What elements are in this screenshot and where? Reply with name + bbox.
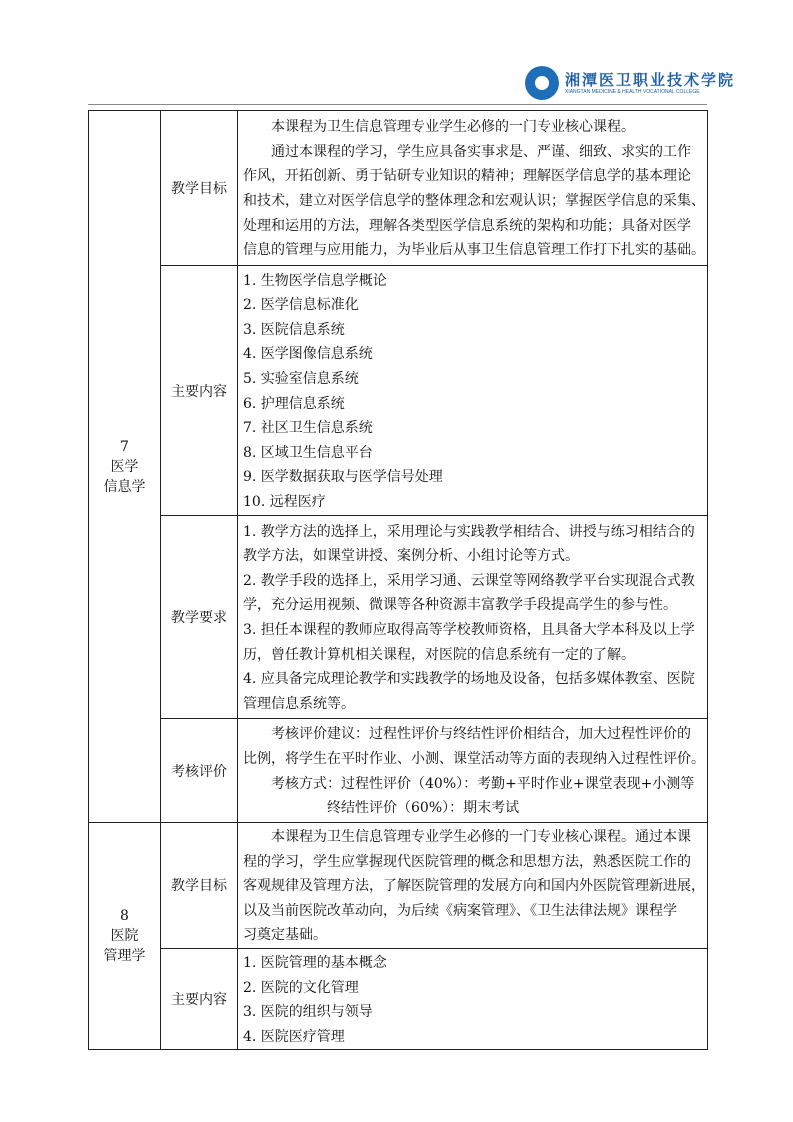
section-content xyxy=(238,719,708,823)
course-row xyxy=(89,948,708,1049)
course-name: 医院 xyxy=(110,928,139,945)
content-line: 教学方法，如课堂讲授、案例分析、小组讨论等方式。 xyxy=(243,548,579,565)
course-row xyxy=(89,516,708,719)
content-line: 通过本课程的学习，学生应具备实事求是、严谨、细致、求实的工作 xyxy=(271,143,691,160)
content-line: 6. 护理信息系统 xyxy=(243,395,345,412)
section-content xyxy=(238,266,708,516)
content-line: 7. 社区卫生信息系统 xyxy=(243,420,373,437)
course-name-cell xyxy=(89,111,161,823)
content-line: 10. 远程医疗 xyxy=(243,493,326,510)
content-line: 考核评价建议：过程性评价与终结性评价相结合，加大过程性评价的 xyxy=(271,726,691,743)
logo-chinese-name: 湘潭医卫职业技术学院 xyxy=(565,70,736,89)
content-line: 2. 医学信息标准化 xyxy=(243,297,359,314)
content-line: 程的学习，学生应掌握现代医院管理的概念和思想方法，熟悉医院工作的 xyxy=(243,853,691,870)
content-line: 学，充分运用视频、微课等各种资源丰富教学手段提高学生的参与性。 xyxy=(243,597,677,614)
section-label: 主要内容 xyxy=(161,266,238,516)
course-name: 管理学 xyxy=(103,948,146,965)
content-line: 2. 教学手段的选择上，采用学习通、云课堂等网络教学平台实现混合式教 xyxy=(243,572,695,589)
content-line: 1. 教学方法的选择上，采用理论与实践教学相结合、讲授与练习相结合的 xyxy=(243,523,695,540)
content-line: 3. 担任本课程的教师应取得高等学校教师资格，且具备大学本科及以上学 xyxy=(243,622,695,638)
content-line: 比例，将学生在平时作业、小测、课堂活动等方面的表现纳入过程性评价。 xyxy=(243,750,705,767)
section-label: 教学目标 xyxy=(161,823,238,949)
content-line: 4. 应具备完成理论教学和实践教学的场地及设备，包括多媒体教室、医院 xyxy=(243,671,695,688)
section-content xyxy=(238,823,708,949)
content-line: 1. 医院管理的基本概念 xyxy=(243,954,387,971)
course-number: 8 xyxy=(120,908,129,925)
section-content xyxy=(238,516,708,719)
course-row xyxy=(89,266,708,516)
content-line: 历，曾任教计算机相关课程，对医院的信息系统有一定的了解。 xyxy=(243,646,635,663)
course-name-cell xyxy=(89,823,161,1050)
content-line: 处理和运用的方法，理解各类型医学信息系统的架构和功能；具备对医学 xyxy=(243,217,691,234)
content-line: 管理信息系统等。 xyxy=(243,695,355,712)
content-line: 本课程为卫生信息管理专业学生必修的一门专业核心课程。 xyxy=(271,119,635,136)
content-line: 本课程为卫生信息管理专业学生必修的一门专业核心课程。通过本课 xyxy=(271,829,691,845)
content-line: 以及当前医院改革动向，为后续《病案管理》、《卫生法律法规》课程学 xyxy=(243,902,677,919)
course-row xyxy=(89,719,708,823)
course-number: 7 xyxy=(120,438,129,455)
content-line: 9. 医学数据获取与医学信号处理 xyxy=(243,469,443,486)
section-content xyxy=(238,111,708,266)
content-line: 信息的管理与应用能力，为毕业后从事卫生信息管理工作打下扎实的基础。 xyxy=(243,242,705,259)
section-label: 考核评价 xyxy=(161,719,238,823)
course-row xyxy=(89,111,708,266)
logo-english-name: XIANGTAN MEDICINE & HEALTH VOCATIONAL COLLEGE xyxy=(565,88,700,95)
content-line: 3. 医院信息系统 xyxy=(243,321,345,338)
course-name: 信息学 xyxy=(103,478,146,495)
content-line: 2. 医院的文化管理 xyxy=(243,979,359,996)
content-line: 3. 医院的组织与领导 xyxy=(243,1004,373,1021)
header-divider xyxy=(88,104,707,105)
content-line: 4. 医学图像信息系统 xyxy=(243,346,373,363)
content-line: 1. 生物医学信息学概论 xyxy=(243,272,387,289)
section-label: 教学要求 xyxy=(161,516,238,719)
content-line: 作风，开拓创新、勇于钻研专业知识的精神；理解医学信息学的基本理论 xyxy=(243,168,691,185)
content-line: 和技术，建立对医学信息学的整体理念和宏观认识；掌握医学信息的采集、 xyxy=(243,193,705,209)
college-emblem-icon xyxy=(525,66,559,100)
section-content xyxy=(238,948,708,1049)
content-line: 5. 实验室信息系统 xyxy=(243,370,359,387)
course-name: 医学 xyxy=(110,458,139,475)
section-label: 主要内容 xyxy=(161,948,238,1049)
course-row xyxy=(89,823,708,949)
content-line: 考核方式：过程性评价（40%）：考勤+平时作业+课堂表现+小测等 xyxy=(271,775,695,792)
college-logo xyxy=(525,66,735,100)
content-line: 终结性评价（60%）：期末考试 xyxy=(327,800,520,817)
content-line: 客观规律及管理方法，了解医院管理的发展方向和国内外医院管理新进展， xyxy=(243,878,705,895)
content-line: 4. 医院医疗管理 xyxy=(243,1028,345,1045)
content-line: 习奠定基础。 xyxy=(243,927,327,944)
section-label: 教学目标 xyxy=(161,111,238,266)
content-line: 8. 区域卫生信息平台 xyxy=(243,444,373,461)
course-table xyxy=(88,110,708,1050)
